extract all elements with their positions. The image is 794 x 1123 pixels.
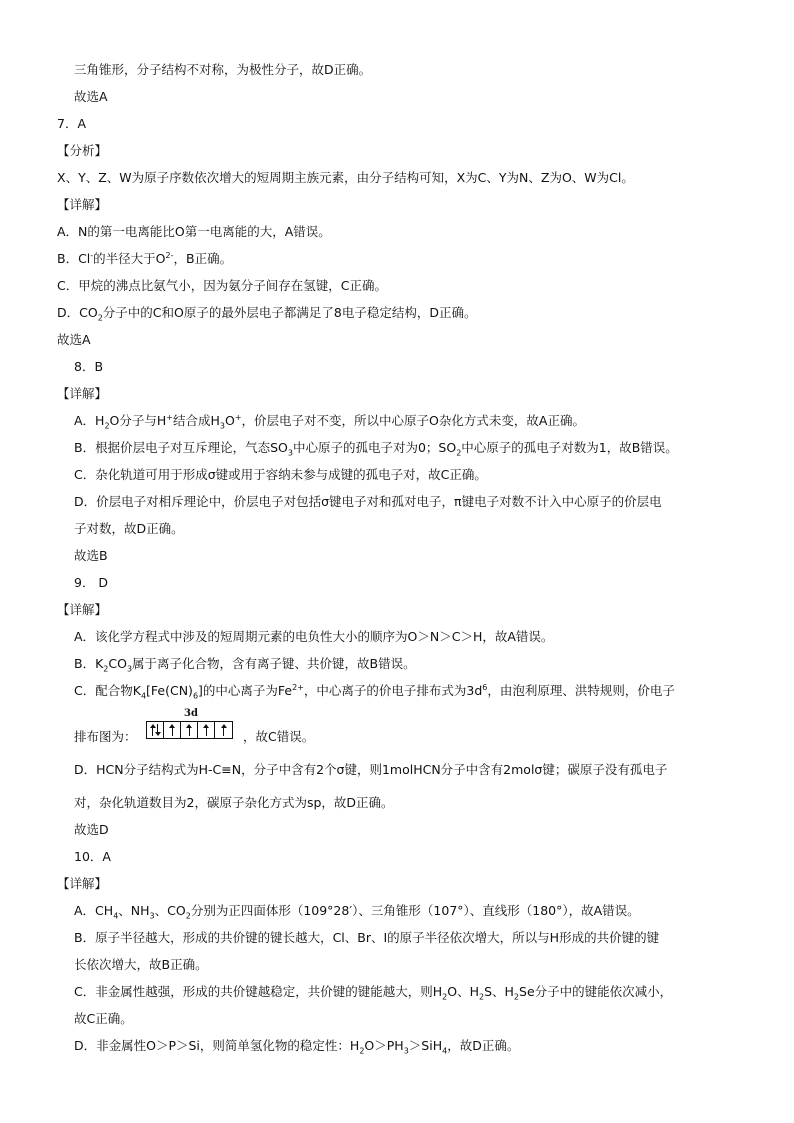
q6-tail: 三角锥形，分子结构不对称，为极性分子，故D正确。 xyxy=(74,62,372,77)
q9-option-c-line2-prefix: 排布图为： xyxy=(74,729,137,744)
q8-option-a: A．$H_2O$分子与H+结合成$H_3O^+$，价层电子对不变，所以中心原子O杂化方式未变，故A正确。 xyxy=(74,412,585,431)
q7-option-a: A．N的第一电离能比O第一电离能的大，A错误。 xyxy=(57,224,331,239)
q10-option-d: D．非金属性O＞P＞Si，则简单氢化物的稳定性：$H_2O>PH_3>SiH_4$，故D正确。 xyxy=(74,1038,520,1056)
q7-detail-heading: 【详解】 xyxy=(57,197,108,212)
q7-choice: 故选A xyxy=(57,332,91,347)
spin-down-arrow-icon xyxy=(156,724,160,736)
q9-option-d-line2: 对，杂化轨道数目为2，碳原子杂化方式为sp，故D正确。 xyxy=(74,795,394,810)
orbital-label: 3d xyxy=(184,708,198,719)
q9-option-c-line2-suffix: ，故C错误。 xyxy=(243,729,315,744)
q7-option-c: C．甲烷的沸点比氨气小，因为氨分子间存在氢键，C正确。 xyxy=(57,278,387,293)
q9-option-b: B．$K_2CO_3$属于离子化合物，含有离子键、共价键，故B错误。 xyxy=(74,656,416,674)
q9-option-a: A．该化学方程式中涉及的短周期元素的电负性大小的顺序为O＞N＞C＞H，故A错误。 xyxy=(74,629,554,644)
q9-option-c-line1: C．配合物$K_4[Fe(CN)_6]$的中心离子为$Fe^{2+}$，中心离子的价电子排布式为$3d^6$，由泡利原理、洪特规则，价电子 xyxy=(74,682,675,701)
q10-option-b-line1: B．原子半径越大，形成的共价键的键长越大，Cl、Br、I的原子半径依次增大，所以与H形成的共价键的键 xyxy=(74,930,660,945)
q10-answer: 10．A xyxy=(74,849,111,864)
q7-option-b: B．Cl-的半径大于$O^{2-}$，B正确。 xyxy=(57,250,233,266)
orbital-box xyxy=(164,722,181,738)
spin-up-arrow-icon xyxy=(222,724,226,736)
q8-choice: 故选B xyxy=(74,548,108,563)
q8-detail-heading: 【详解】 xyxy=(57,386,108,401)
q9-option-d-line1: D．HCN分子结构式为H-C≡N，分子中含有2个σ键，则1molHCN分子中含有2molσ键；碳原子没有孤电子 xyxy=(74,762,668,777)
spin-up-arrow-icon xyxy=(170,724,174,736)
q9-detail-heading: 【详解】 xyxy=(57,602,108,617)
orbital-box xyxy=(181,722,198,738)
q6-choice: 故选A xyxy=(74,89,108,104)
orbital-diagram-3d xyxy=(146,708,240,741)
q9-choice: 故选D xyxy=(74,822,109,837)
q7-option-d: D．$CO_2$分子中的C和O原子的最外层电子都满足了8电子稳定结构，D正确。 xyxy=(57,305,477,323)
q9-answer: 9． D xyxy=(74,575,109,590)
q8-option-b: B．根据价层电子对互斥理论，气态$SO_3$中心原子的孤电子对为0；$SO_2$中心原子的孤电子对数为1，故B错误。 xyxy=(74,440,678,458)
q7-answer: 7．A xyxy=(57,116,87,131)
orbital-box-paired xyxy=(147,722,164,738)
q8-option-d-line1: D．价层电子对相斥理论中，价层电子对包括σ键电子对和孤对电子，π键电子对数不计入中心原子的价层电 xyxy=(74,494,662,509)
q10-detail-heading: 【详解】 xyxy=(57,876,108,891)
orbital-box xyxy=(198,722,215,738)
q10-option-a: A．$CH_4$、$NH_3$、$CO_2$分别为正四面体形（109°28′）、三角锥形（107°）、直线形（180°），故A错误。 xyxy=(74,903,640,921)
spin-up-arrow-icon xyxy=(204,724,208,736)
q10-option-c-line2: 故C正确。 xyxy=(74,1011,133,1026)
q8-answer: 8．B xyxy=(74,359,104,374)
q10-option-c-line1: C．非金属性越强，形成的共价键越稳定，共价键的键能越大，则$H_2O$、$H_2S$、$H_2Se$分子中的键能依次减小， xyxy=(74,984,673,1002)
q8-option-d-line2: 子对数，故D正确。 xyxy=(74,521,184,536)
spin-up-arrow-icon xyxy=(187,724,191,736)
q7-analysis-heading: 【分析】 xyxy=(57,143,108,158)
q8-option-c: C．杂化轨道可用于形成σ键或用于容纳未参与成键的孤电子对，故C正确。 xyxy=(74,467,487,482)
orbital-box xyxy=(215,722,232,738)
q7-analysis: X、Y、Z、W为原子序数依次增大的短周期主族元素，由分子结构可知，X为C、Y为N、Z为O、W为Cl。 xyxy=(57,170,634,185)
q10-option-b-line2: 长依次增大，故B正确。 xyxy=(74,957,208,972)
orbital-boxes xyxy=(146,721,233,739)
